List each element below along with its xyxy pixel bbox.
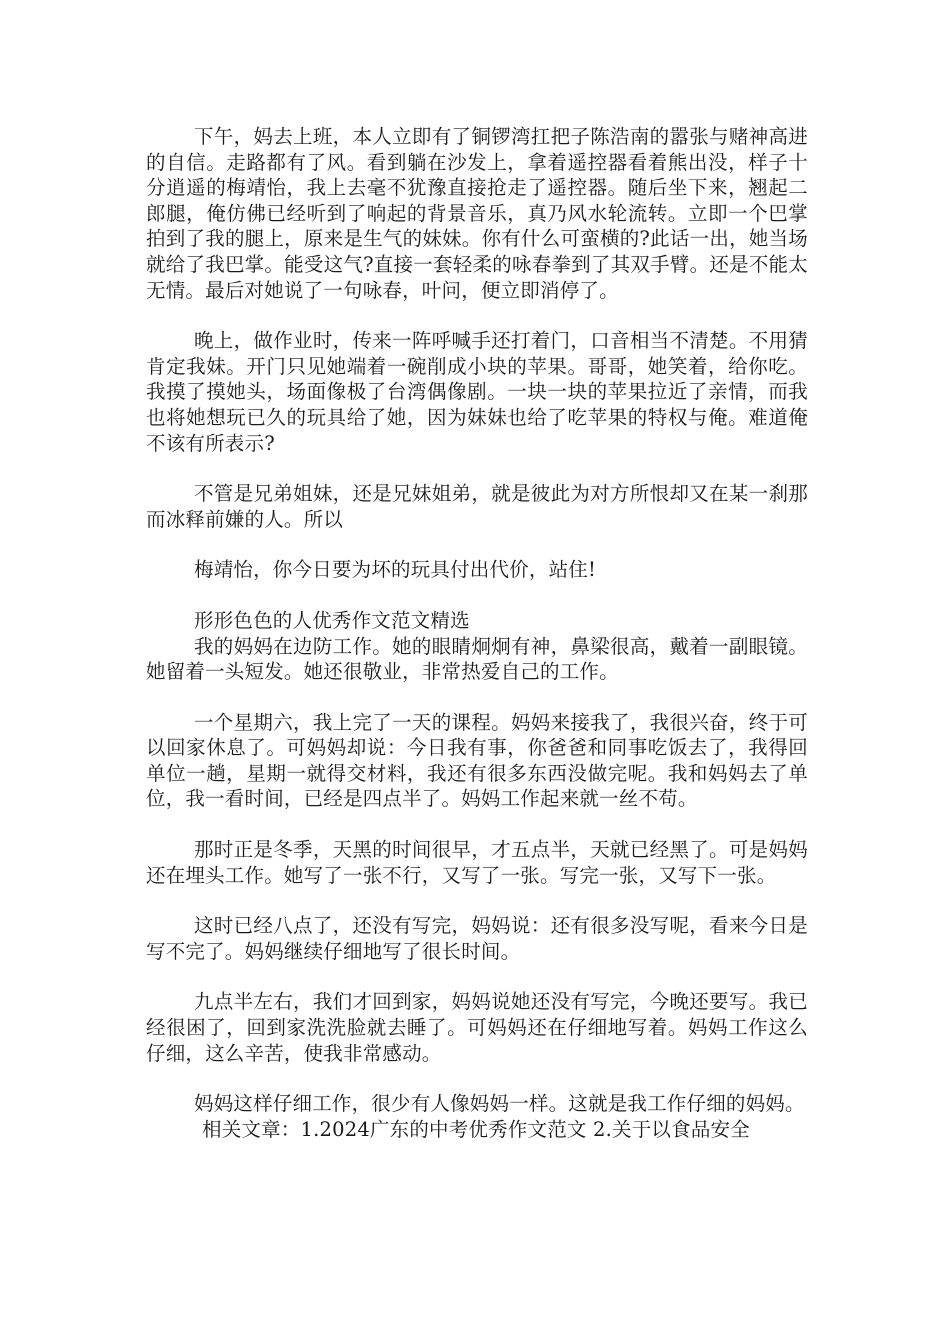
paragraph-1: 下午，妈去上班，本人立即有了铜锣湾扛把子陈浩南的嚣张与赌神高进的自信。走路都有了风。看到躺在沙发上，拿着遥控器看着熊出没，样子十分逍遥的梅靖怡，我上去毫不犹豫直接抢走了遥控器。随后坐下来，翘起二郎腿，俺仿佛已经听到了响起的背景音乐，真乃风水轮流转。立即一个巴掌拍到了我的腿上，原来是生气的妹妹。你有什么可蛮横的?此话一出，她当场就给了我巴掌。能受这气?直接一套轻柔的咏春拳到了其双手臂。还是不能太无情。最后对她说了一句咏春，叶问，便立即消停了。 [146,125,808,302]
paragraph-5: 我的妈妈在边防工作。她的眼睛炯炯有神，鼻梁很高，戴着一副眼镜。她留着一头短发。她还很敬业，非常热爱自己的工作。 [146,634,808,684]
paragraph-3: 不管是兄弟姐妹，还是兄妹姐弟，就是彼此为对方所恨却又在某一刹那而冰释前嫌的人。所以 [146,482,808,531]
paragraph-2: 晚上，做作业时，传来一阵呼喊手还打着门，口音相当不清楚。不用猜肯定我妹。开门只见她端着一碗削成小块的苹果。哥哥，她笑着，给你吃。我摸了摸她头，场面像极了台湾偶像剧。一块一块的苹果拉近了亲情，而我也将她想玩已久的玩具给了她，因为妹妹也给了吃苹果的特权与俺。难道俺不该有所表示? [146,329,808,455]
paragraph-10: 妈妈这样仔细工作，很少有人像妈妈一样。这就是我工作仔细的妈妈。 [194,1092,805,1116]
paragraph-9: 九点半左右，我们才回到家，妈妈说她还没有写完，今晚还要写。我已经很困了，回到家洗洗脸就去睡了。可妈妈还在仔细地写着。妈妈工作这么仔细，这么辛苦，使我非常感动。 [146,990,808,1065]
document-body [146,124,808,1142]
related-articles[interactable]: 相关文章：1.2024广东的中考优秀作文范文 2.关于以食品安全 [202,1117,750,1141]
paragraph-6: 一个星期六，我上完了一天的课程。妈妈来接我了，我很兴奋，终于可以回家休息了。可妈妈却说：今日我有事，你爸爸和同事吃饭去了，我得回单位一趟，星期一就得交材料，我还有很多东西没做完呢。我和妈妈去了单位，我一看时间，已经是四点半了。妈妈工作起来就一丝不苟。 [146,710,808,811]
section-heading: 形形色色的人优秀作文范文精选 [194,608,470,632]
paragraph-7: 那时正是冬季，天黑的时间很早，才五点半，天就已经黑了。可是妈妈还在埋头工作。她写了一张不行，又写了一张。写完一张，又写下一张。 [146,838,808,887]
paragraph-4: 梅靖怡，你今日要为坏的玩具付出代价，站住! [194,558,597,582]
paragraph-8: 这时已经八点了，还没有写完，妈妈说：还有很多没写呢，看来今日是写不完了。妈妈继续仔细地写了很长时间。 [146,914,808,963]
